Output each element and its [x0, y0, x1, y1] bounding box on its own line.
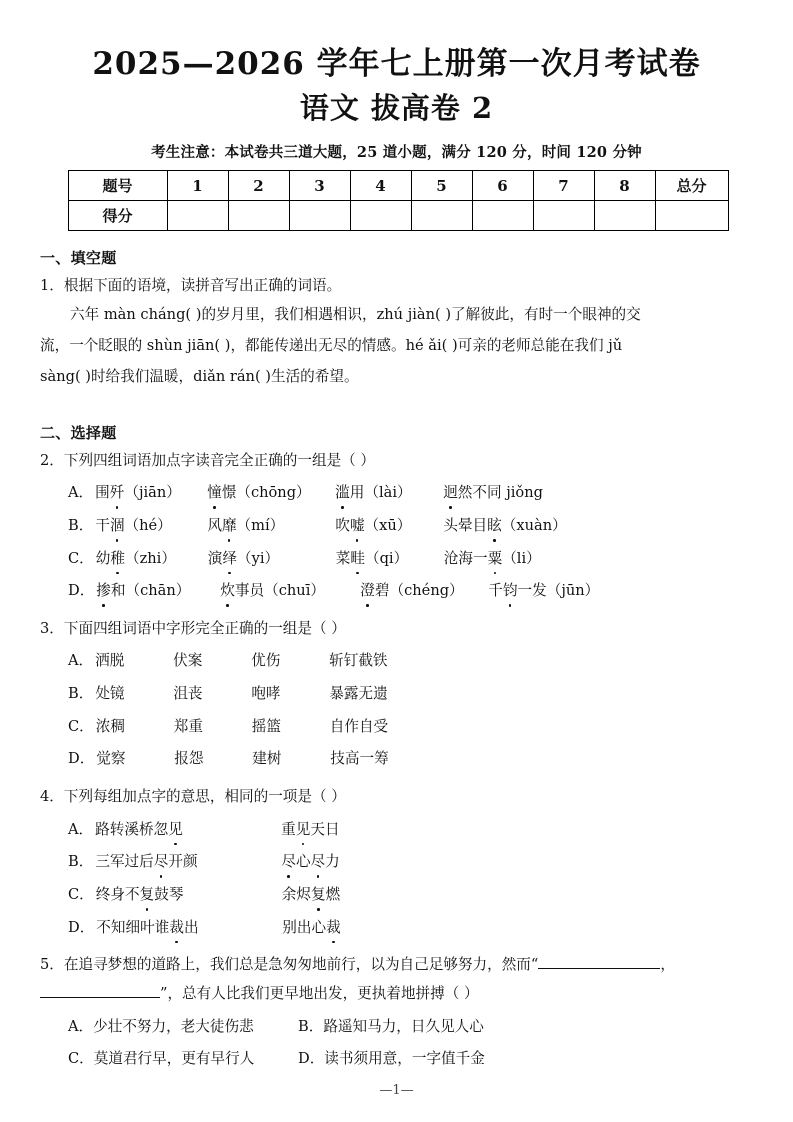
question-4-text: 下列每组加点字的意思，相同的一项是（ ）	[63, 788, 346, 806]
option-word: 暴露无遗	[329, 685, 388, 703]
pinyin-he-ai: hé ǎi	[405, 337, 442, 355]
question-5-option-B[interactable]	[298, 1015, 484, 1039]
question-2-stem	[40, 449, 753, 473]
option-word: 摇篮	[251, 717, 281, 735]
option-label: D．	[68, 750, 95, 768]
dotted-word-left: 路转溪桥忽见	[95, 821, 183, 838]
option-item	[443, 514, 603, 538]
option-text: 读书须用意，一字值千金	[324, 1050, 485, 1068]
question-1-passage-line-3	[40, 362, 753, 391]
question-number-cell-2: 2	[228, 171, 289, 201]
option-item	[207, 514, 335, 538]
question-1-number: 1．	[40, 277, 64, 295]
dotted-word: 澄碧	[360, 582, 389, 599]
option-phrase-left	[96, 916, 282, 940]
dotted-word: 围歼	[95, 484, 124, 501]
pinyin-sang: sàng	[40, 368, 75, 386]
question-1-passage-line-2	[40, 331, 753, 360]
option-phrase-right	[281, 818, 339, 842]
question-2-text: 下列四组词语加点字读音完全正确的一组是（ ）	[63, 451, 376, 469]
option-label: A．	[68, 484, 94, 502]
dotted-char: 尽	[154, 850, 169, 874]
score-cell-5[interactable]	[411, 201, 472, 231]
dotted-char: 畦	[350, 547, 365, 571]
dotted-char: 裁	[169, 916, 184, 940]
question-number-cell-4: 4	[350, 171, 411, 201]
question-5-option-C[interactable]	[68, 1047, 298, 1071]
question-1-text: 根据下面的语境，读拼音写出正确的词语。	[63, 277, 342, 295]
question-number-cell-6: 6	[472, 171, 533, 201]
passage-text: 流，一个眨眼的	[40, 337, 147, 355]
section-heading-multiple-choice: 二、选择题	[40, 423, 117, 442]
score-cell-1[interactable]	[167, 201, 228, 231]
title-block	[34, 0, 759, 128]
option-item	[95, 514, 207, 538]
dotted-char: 憧	[207, 481, 222, 505]
pinyin-annotation: （mí）	[236, 516, 285, 534]
question-4-option-C[interactable]	[40, 883, 753, 907]
dotted-word: 滥用	[335, 484, 364, 501]
dotted-char: 迥	[443, 481, 458, 505]
row-label-score: 得分	[68, 201, 167, 231]
option-word: 自作自受	[329, 717, 389, 735]
question-1-passage-line-1	[40, 300, 753, 329]
question-5-blank-2[interactable]	[40, 982, 160, 998]
dotted-word: 幼稚	[96, 550, 125, 567]
pinyin-zhu-jian: zhú jiàn	[376, 306, 435, 324]
dotted-char: 靡	[222, 514, 237, 538]
option-label: A．	[68, 820, 94, 838]
row-label-question-number: 题号	[68, 171, 167, 201]
question-3-option-D[interactable]	[40, 747, 753, 771]
blank-paren-3[interactable]: ( )，都能传递出无尽的情感。	[214, 337, 406, 355]
question-5-text-comma: ，	[660, 956, 675, 974]
option-label: A．	[68, 652, 94, 670]
score-cell-7[interactable]	[533, 201, 594, 231]
dotted-char: 裁	[326, 916, 341, 940]
question-number-cell-1: 1	[167, 171, 228, 201]
pinyin-annotation: （xū）	[364, 516, 412, 534]
pinyin-annotation: （jiān）	[124, 484, 181, 502]
question-4-options	[40, 818, 753, 940]
dotted-char: 滥	[335, 481, 350, 505]
question-2-number: 2．	[40, 451, 64, 469]
score-cell-6[interactable]	[472, 201, 533, 231]
dotted-word-right: 别出心裁	[282, 919, 340, 936]
question-4-option-B[interactable]	[40, 850, 753, 874]
dotted-char: 嘘	[350, 514, 365, 538]
page-title-line1: 2025—2026 学年七上册第一次月考试卷	[92, 46, 701, 82]
option-item	[220, 579, 360, 603]
option-item	[360, 579, 488, 603]
option-word: 咆哮	[251, 685, 281, 703]
pinyin-shun-jian: shùn jiān	[146, 337, 215, 355]
dotted-word-right: 余烬复燃	[282, 886, 340, 903]
question-2-options	[40, 481, 753, 603]
option-item	[96, 547, 208, 571]
question-4-number: 4．	[40, 788, 64, 806]
question-4-option-D[interactable]	[40, 916, 753, 940]
option-label: C．	[68, 549, 94, 567]
score-table	[68, 170, 729, 231]
score-cell-3[interactable]	[289, 201, 350, 231]
dotted-word: 头晕目眩	[443, 517, 501, 534]
pinyin-annotation: （chān）	[125, 582, 191, 600]
option-phrase-left	[95, 850, 281, 874]
pinyin-annotation: （xuàn）	[501, 516, 567, 534]
option-word: 郑重	[173, 717, 203, 735]
score-cell-8[interactable]	[594, 201, 655, 231]
option-item	[444, 547, 594, 571]
score-table-wrapper	[68, 170, 726, 231]
dotted-char: 见	[296, 818, 311, 842]
option-phrase-left	[95, 818, 281, 842]
score-cell-2[interactable]	[228, 201, 289, 231]
dotted-word-right: 尽心尽力	[281, 853, 339, 870]
option-label: B．	[298, 1017, 324, 1035]
option-word: 处镜	[95, 685, 125, 703]
option-item	[488, 579, 638, 603]
pinyin-annotation: （qi）	[364, 549, 409, 567]
option-label: D．	[298, 1050, 325, 1068]
exam-content	[34, 247, 759, 1070]
dotted-char: 涸	[110, 514, 125, 538]
question-5-options	[40, 1015, 753, 1071]
dotted-word: 演绎	[208, 550, 237, 567]
option-text: 路遥知马力，日久见人心	[323, 1017, 484, 1035]
pinyin-annotation: （chéng）	[389, 582, 464, 600]
blank-paren-6[interactable]: ( )生活的希望。	[254, 368, 359, 386]
dotted-word-right: 重见天日	[281, 821, 339, 838]
dotted-char: 歼	[110, 481, 125, 505]
dotted-char: 尽	[311, 850, 326, 874]
table-row-question-numbers	[68, 171, 728, 201]
option-word: 优伤	[251, 652, 281, 670]
dotted-char: 复	[140, 883, 155, 907]
dotted-word-left: 三军过后尽开颜	[95, 853, 197, 870]
page-title-line2: 语文 拔高卷 2	[299, 90, 494, 125]
pinyin-dian-ran: diǎn rán	[193, 368, 255, 386]
dotted-word: 风靡	[207, 517, 236, 534]
pinyin-annotation: （yi）	[236, 549, 280, 567]
dotted-char: 绎	[222, 547, 237, 571]
dotted-char: 钧	[503, 579, 518, 603]
question-5-number: 5．	[40, 956, 64, 974]
option-item	[95, 481, 207, 505]
question-5-text-before: 在追寻梦想的道路上，我们总是急匆匆地前行，以为自己足够努力，然而“	[63, 956, 539, 974]
question-2-option-B[interactable]	[40, 514, 753, 538]
option-item	[207, 481, 335, 505]
dotted-char: 复	[311, 883, 326, 907]
question-5-blank-1[interactable]	[538, 954, 660, 970]
option-label: D．	[68, 918, 95, 936]
pinyin-annotation: （hé）	[124, 516, 172, 534]
question-number-cell-3: 3	[289, 171, 350, 201]
pinyin-annotation: （jūn）	[546, 582, 600, 600]
option-label: D．	[68, 582, 95, 600]
dotted-word: 憧憬	[207, 484, 236, 501]
question-4-stem	[40, 785, 753, 809]
dotted-word-left: 终身不复鼓琴	[96, 886, 184, 903]
option-label: C．	[68, 1050, 94, 1068]
pinyin-ju: jǔ	[608, 337, 623, 355]
option-phrase-left	[96, 883, 282, 907]
dotted-word: 吹嘘	[335, 517, 364, 534]
dotted-char: 稚	[110, 547, 125, 571]
option-item	[335, 514, 443, 538]
option-word: 伏案	[173, 652, 203, 670]
option-word: 浓稠	[95, 717, 125, 735]
option-text: 少壮不努力，老大徒伤悲	[93, 1017, 254, 1035]
option-item	[208, 547, 336, 571]
question-5-stem-line-1	[40, 953, 753, 977]
question-5-option-row	[40, 1015, 753, 1039]
question-3-option-C[interactable]	[40, 715, 753, 739]
pinyin-annotation: （lài）	[364, 484, 412, 502]
page-footer: —1—	[379, 1083, 414, 1098]
blank-paren-4[interactable]: ( )可亲的老师总能在我们	[441, 337, 609, 355]
question-3-options	[40, 649, 753, 771]
pinyin-annotation: （zhi）	[124, 549, 176, 567]
option-item	[335, 481, 443, 505]
option-label: A．	[68, 1017, 94, 1035]
dotted-char: 见	[168, 818, 183, 842]
total-label-cell: 总分	[655, 171, 728, 201]
option-text: 莫道君行早，更有早行人	[93, 1050, 255, 1068]
dotted-char: 尽	[281, 850, 296, 874]
option-label: C．	[68, 885, 94, 903]
passage-text: 六年	[70, 306, 104, 324]
option-word: 建树	[252, 750, 282, 768]
dotted-char: 澄	[360, 579, 375, 603]
option-label: B．	[68, 685, 94, 703]
blank-paren-2[interactable]: ( )了解彼此，有时一个眼神的交	[435, 306, 641, 324]
dotted-word: 干涸	[95, 517, 124, 534]
option-label: B．	[68, 516, 94, 534]
question-number-cell-8: 8	[594, 171, 655, 201]
pinyin-annotation: （chuī）	[264, 582, 325, 600]
blank-paren-5[interactable]: ( )时给我们温暖，	[74, 368, 194, 386]
option-item	[336, 547, 444, 571]
option-item	[443, 481, 583, 505]
question-1-stem	[40, 274, 753, 298]
question-4-option-A[interactable]	[40, 818, 753, 842]
dotted-word: 菜畦	[336, 550, 365, 567]
exam-notice: 考生注意：本试卷共三道大题，25 道小题，满分 120 分，时间 120 分钟	[151, 144, 642, 162]
option-phrase-right	[282, 883, 340, 907]
question-number-cell-7: 7	[533, 171, 594, 201]
question-5-option-D[interactable]	[298, 1047, 485, 1071]
section-heading-fill-in-blank: 一、填空题	[40, 249, 117, 268]
question-5-option-A[interactable]	[68, 1015, 298, 1039]
pinyin-annotation: （chōng）	[236, 484, 311, 502]
dotted-char: 粟	[488, 547, 503, 571]
option-item	[96, 579, 220, 603]
question-3-stem	[40, 617, 753, 641]
option-word: 技高一筹	[330, 750, 389, 768]
question-2-option-C[interactable]	[40, 547, 753, 571]
dotted-word: 掺和	[96, 582, 125, 599]
dotted-char: 掺	[96, 579, 111, 603]
option-phrase-right	[281, 850, 339, 874]
dotted-word: 迥然不同	[443, 484, 501, 501]
question-3-option-B[interactable]	[40, 682, 753, 706]
pinyin-man-chang: màn cháng	[103, 306, 186, 324]
blank-paren-1[interactable]: ( )的岁月里，我们相遇相识，	[185, 306, 377, 324]
score-cell-4[interactable]	[350, 201, 411, 231]
option-label: B．	[68, 853, 94, 871]
dotted-word-left: 不知细叶谁裁出	[96, 919, 198, 936]
question-5-text-after: ”，总有人比我们更早地出发，更执着地拼搏（ ）	[160, 984, 479, 1002]
option-word: 洒脱	[95, 652, 125, 670]
dotted-word: 炊事员	[220, 582, 264, 599]
option-word: 觉察	[96, 750, 126, 768]
table-row-scores	[68, 201, 728, 231]
question-3-number: 3．	[40, 619, 64, 637]
option-word: 沮丧	[173, 685, 203, 703]
pinyin-annotation: jiǒng	[501, 484, 543, 502]
option-word: 斩钉截铁	[329, 652, 388, 670]
question-3-text: 下面四组词语中字形完全正确的一组是（ ）	[63, 619, 346, 637]
option-label: C．	[68, 717, 94, 735]
option-phrase-right	[282, 916, 340, 940]
question-2-option-A[interactable]	[40, 481, 753, 505]
dotted-char: 眩	[487, 514, 502, 538]
question-number-cell-5: 5	[411, 171, 472, 201]
dotted-char: 炊	[220, 579, 235, 603]
score-cell-total[interactable]	[655, 201, 728, 231]
dotted-word: 沧海一粟	[444, 550, 502, 567]
question-5-option-row	[40, 1047, 753, 1071]
question-2-option-D[interactable]	[40, 579, 753, 603]
dotted-word: 千钧一发	[488, 582, 546, 599]
question-5-stem-line-2	[40, 982, 753, 1006]
question-3-option-A[interactable]	[40, 649, 753, 673]
option-word: 报怨	[174, 750, 204, 768]
pinyin-annotation: （li）	[502, 549, 541, 567]
